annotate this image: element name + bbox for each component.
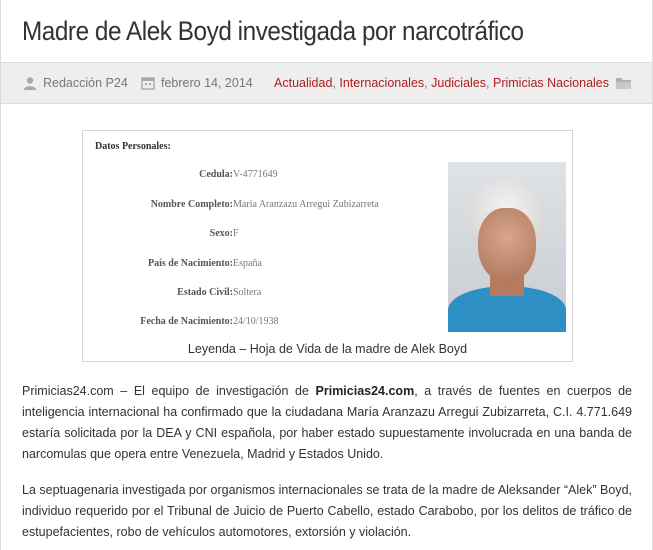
author-name[interactable]: Redacción P24 [43, 76, 128, 90]
article-title: Madre de Alek Boyd investigada por narcotráfico [22, 16, 524, 46]
publish-date: febrero 14, 2014 [161, 76, 253, 90]
category-link-internacionales[interactable]: Internacionales [339, 76, 425, 90]
figure-caption: Leyenda – Hoja de Vida de la madre de Alek Boyd [187, 342, 468, 356]
site-name-bold: Primicias24.com [315, 384, 415, 398]
category-link-primicias-nacionales[interactable]: Primicias Nacionales [492, 76, 609, 90]
folder-icon [615, 76, 632, 90]
category-link-actualidad[interactable]: Actualidad [274, 76, 333, 90]
card-heading: Datos Personales: [95, 141, 171, 152]
author-meta[interactable] [23, 76, 128, 90]
user-icon [23, 76, 37, 90]
calendar-icon [141, 76, 155, 90]
personal-data-card: Datos Personales: Cedula: V-4771649 Nombre Completo: Maria Aranzazu Arregui Zubizarreta Sexo: F País de Nacimiento: España Estado Civil: Soltera Fecha de Nacimiento: 24/10/1938 [83, 131, 572, 336]
article-meta-bar [1, 62, 652, 104]
category-links: Actualidad, Internacionales, Judiciales, Primicias Nacionales [274, 76, 632, 90]
article-figure [82, 130, 573, 362]
portrait-photo [448, 162, 566, 332]
date-meta [141, 76, 253, 90]
article-paragraph-2: La septuagenaria investigada por organismos internacionales se trata de la madre de Aleksander “Alek” Boyd, individuo requerido por el Tribunal de Juicio de Puerto Cabello, estado Carabobo, por los delitos de tráfico de estupefacientes, robo de vehículos automotores, extorsión y violación. [22, 483, 632, 539]
category-link-judiciales[interactable]: Judiciales [431, 76, 487, 90]
article-paragraph-1: Primicias24.com – El equipo de investigación de Primicias24.com, a través de fuentes en cuerpos de inteligencia internacional ha confirmado que la ciudadana María Aranzazu Arregui Zubizarreta, C.I. 4.771.649 estaría solicitada por la DEA y CNI española, por haber estado supuestamente involucrada en una banda de narcomulas que opera entre Venezuela, Madrid y Estados Unido. [22, 384, 632, 461]
